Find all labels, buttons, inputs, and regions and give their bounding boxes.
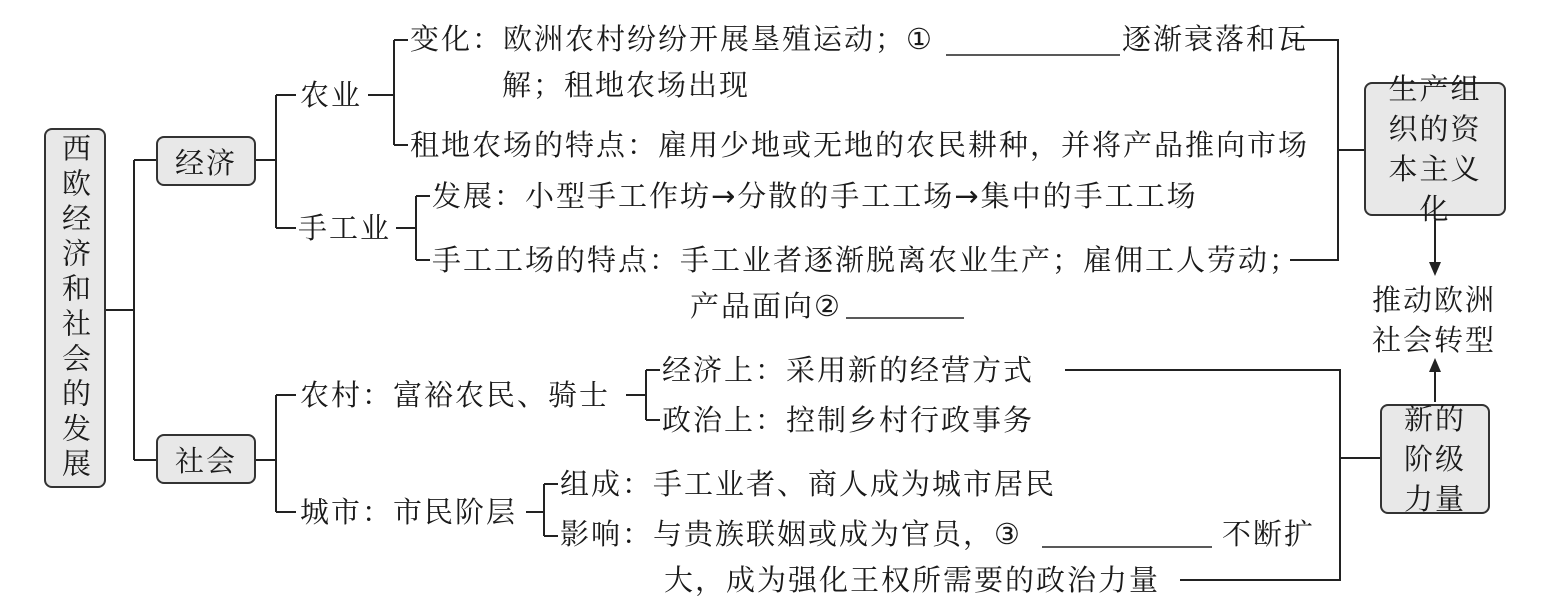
countryside-political: 政治上：控制乡村行政事务 xyxy=(662,403,1035,437)
city-composition: 组成：手工业者、商人成为城市居民 xyxy=(560,467,1057,501)
society-label: 社会 xyxy=(174,443,237,478)
handicraft-feature-line2: 产品面向② xyxy=(690,289,842,323)
agriculture-feature: 租地农场的特点：雇用少地或无地的农民耕种，并将产品推向市场 xyxy=(410,128,1310,162)
city-influence-line1: 影响：与贵族联姻或成为官员，③ xyxy=(560,517,1022,551)
root-label: 西欧经济和社会的发展 xyxy=(58,133,92,483)
agriculture-change-line1-tail: 逐渐衰落和瓦 xyxy=(1122,22,1309,56)
society-box xyxy=(156,434,256,484)
handicraft-development: 发展：小型手工作坊→分散的手工工场→集中的手工工场 xyxy=(432,179,1198,213)
economy-box xyxy=(156,136,256,186)
root-box xyxy=(44,128,106,488)
agriculture-change-line1: 变化：欧洲农村纷纷开展垦殖运动；① xyxy=(410,22,934,56)
city-label: 城市：市民阶层 xyxy=(300,495,518,529)
capitalism-label: 生产组织的资本主义化 xyxy=(1388,72,1482,226)
economy-label: 经济 xyxy=(174,145,237,180)
countryside-economic: 经济上：采用新的经营方式 xyxy=(662,353,1035,387)
new-class-label: 新的阶级力量 xyxy=(1403,402,1466,516)
new-class-box xyxy=(1380,404,1490,514)
countryside-label: 农村：富裕农民、骑士 xyxy=(300,378,611,412)
capitalism-box xyxy=(1364,72,1506,226)
handicraft-feature-line1: 手工工场的特点：手工业者逐渐脱离农业生产；雇佣工人劳动； xyxy=(432,243,1301,277)
city-influence-line1-tail: 不断扩 xyxy=(1222,517,1316,551)
city-influence-line2: 大，成为强化王权所需要的政治力量 xyxy=(664,563,1161,597)
handicraft-label: 手工业 xyxy=(298,211,392,245)
agriculture-change-line2: 解；租地农场出现 xyxy=(502,68,751,102)
transform-label: 推动欧洲社会转型 xyxy=(1371,283,1496,357)
transform-text xyxy=(1370,280,1498,360)
agriculture-label: 农业 xyxy=(300,78,363,112)
